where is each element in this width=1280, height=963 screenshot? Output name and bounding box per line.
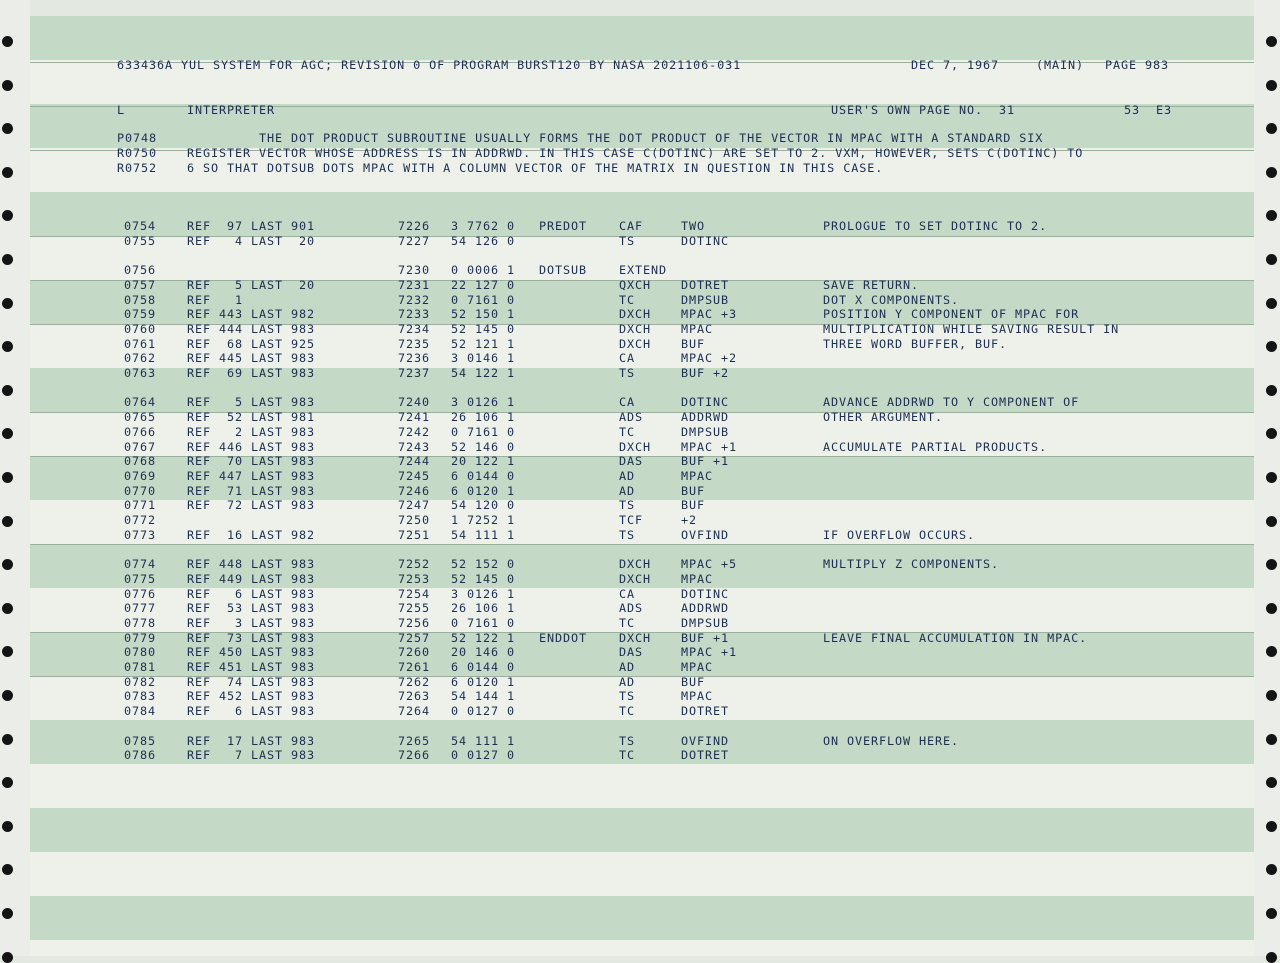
listing-opcode: AD — [619, 660, 636, 674]
listing-seq-number: 0755 — [124, 233, 157, 248]
listing-ref: REF 448 LAST 983 — [187, 557, 316, 572]
listing-seq-number: 0771 — [124, 498, 157, 513]
punch-hole-right — [1266, 908, 1277, 919]
punch-hole-right — [1266, 821, 1277, 832]
listing-ref: REF 447 LAST 983 — [187, 468, 316, 483]
listing-operand: MPAC — [681, 468, 714, 483]
listing-location: 7260 — [398, 645, 431, 660]
punch-hole-right — [1266, 690, 1277, 701]
listing-octal-code: 3 0126 1 — [451, 586, 516, 601]
paper-band — [30, 940, 1254, 956]
listing-ref: REF 443 LAST 982 — [187, 307, 316, 322]
card-ids: 53 E3 — [1124, 103, 1173, 117]
paper-band — [30, 896, 1254, 940]
listing-location: 7253 — [398, 571, 431, 586]
listing-operand: DMPSUB — [681, 292, 730, 307]
listing-location: 7231 — [398, 277, 431, 292]
listing-opcode: DXCH — [619, 307, 652, 322]
listing-ref: REF 3 LAST 983 — [187, 615, 316, 630]
listing-ref: REF 5 LAST 983 — [187, 395, 316, 410]
listing-operand: BUF +1 — [681, 454, 730, 469]
listing-opcode: TC — [619, 615, 636, 630]
listing-seq-number: 0765 — [124, 410, 157, 425]
listing-seq-number: 0775 — [124, 571, 157, 586]
listing-octal-code: 54 120 0 — [451, 498, 516, 513]
listing-seq-number: 0764 — [124, 395, 157, 410]
listing-location: 7265 — [398, 733, 431, 748]
listing-ref: REF 445 LAST 983 — [187, 351, 316, 366]
listing-operand: BUF — [681, 336, 706, 351]
punch-hole-right — [1266, 516, 1277, 527]
listing-octal-code: 0 0127 0 — [451, 748, 516, 763]
listing-octal-code: 22 127 0 — [451, 277, 516, 292]
listing-operand: DOTRET — [681, 277, 730, 292]
listing-location: 7237 — [398, 366, 431, 380]
listing-ref: REF 2 LAST 983 — [187, 424, 316, 439]
listing-opcode: AD — [619, 468, 636, 483]
listing-operand: DMPSUB — [681, 424, 730, 439]
listing-seq-number: 0781 — [124, 660, 157, 674]
listing-operand: DOTINC — [681, 586, 730, 601]
listing-octal-code: 52 150 1 — [451, 307, 516, 322]
listing-octal-code: 6 0144 0 — [451, 660, 516, 674]
users-page-number: USER'S OWN PAGE NO. 31 — [831, 103, 1016, 117]
listing-octal-code: 1 7252 1 — [451, 513, 516, 527]
listing-seq-number: 0774 — [124, 557, 157, 572]
listing-opcode: ADS — [619, 601, 644, 616]
listing-seq-number: 0780 — [124, 645, 157, 660]
listing-ref: REF 450 LAST 983 — [187, 645, 316, 660]
listing-opcode: DXCH — [619, 557, 652, 572]
listing-octal-code: 52 152 0 — [451, 557, 516, 572]
listing-octal-code: 52 146 0 — [451, 439, 516, 454]
listing-comment: ADVANCE ADDRWD TO Y COMPONENT OF — [823, 395, 1080, 410]
listing-label: DOTSUB — [539, 263, 588, 278]
listing-octal-code: 6 0120 1 — [451, 674, 516, 689]
listing-octal-code: 20 146 0 — [451, 645, 516, 660]
listing-location: 7256 — [398, 615, 431, 630]
listing-octal-code: 6 0144 0 — [451, 468, 516, 483]
remark-text: 6 SO THAT DOTSUB DOTS MPAC WITH A COLUMN VECTOR OF THE MATRIX IN QUESTION IN THIS CASE. — [187, 161, 884, 175]
listing-location: 7227 — [398, 233, 431, 248]
punch-hole-left — [2, 167, 13, 178]
listing-location: 7236 — [398, 351, 431, 366]
remark-text: REGISTER VECTOR WHOSE ADDRESS IS IN ADDRWD. IN THIS CASE C(DOTINC) ARE SET TO 2. VXM, HOWEVER, SETS C(DOTINC) TO — [187, 146, 1084, 160]
listing-octal-code: 52 145 0 — [451, 571, 516, 586]
listing-seq-number: 0757 — [124, 277, 157, 292]
paper-band — [30, 852, 1254, 896]
listing-octal-code: 54 111 1 — [451, 527, 516, 542]
punch-hole-left — [2, 734, 13, 745]
punch-hole-left — [2, 516, 13, 527]
punch-hole-right — [1266, 472, 1277, 483]
paper-band — [30, 764, 1254, 808]
listing-comment: DOT X COMPONENTS. — [823, 292, 960, 307]
listing-octal-code: 0 0006 1 — [451, 263, 516, 278]
remark-card-id: R0752 — [117, 161, 158, 175]
listing-ref: REF 53 LAST 983 — [187, 601, 316, 616]
punch-hole-left — [2, 254, 13, 265]
listing-ref: REF 6 LAST 983 — [187, 704, 316, 719]
listing-operand: DOTRET — [681, 704, 730, 719]
listing-seq-number: 0786 — [124, 748, 157, 763]
listing-comment: OTHER ARGUMENT. — [823, 410, 944, 425]
listing-ref: REF 74 LAST 983 — [187, 674, 316, 689]
page-number: PAGE 983 — [1105, 58, 1170, 72]
listing-ref: REF 5 LAST 20 — [187, 277, 316, 292]
punch-hole-left — [2, 952, 13, 963]
listing-label: ENDDOT — [539, 630, 588, 645]
listing-seq-number: 0760 — [124, 321, 157, 336]
punch-hole-right — [1266, 80, 1277, 91]
remark-card-id: P0748 — [117, 131, 158, 145]
punch-hole-left — [2, 80, 13, 91]
listing-ref: REF 52 LAST 981 — [187, 410, 316, 425]
listing-location: 7251 — [398, 527, 431, 542]
listing-opcode: QXCH — [619, 277, 652, 292]
listing-operand: TWO — [681, 219, 706, 233]
listing-opcode: TC — [619, 704, 636, 719]
listing-opcode: TS — [619, 498, 636, 513]
punch-hole-right — [1266, 385, 1277, 396]
listing-opcode: ADS — [619, 410, 644, 425]
listing-comment: PROLOGUE TO SET DOTINC TO 2. — [823, 219, 1048, 233]
listing-seq-number: 0756 — [124, 263, 157, 278]
listing-octal-code: 54 144 1 — [451, 689, 516, 704]
punch-hole-left — [2, 821, 13, 832]
punch-hole-right — [1266, 298, 1277, 309]
listing-location: 7243 — [398, 439, 431, 454]
listing-ref: REF 449 LAST 983 — [187, 571, 316, 586]
listing-location: 7262 — [398, 674, 431, 689]
listing-seq-number: 0785 — [124, 733, 157, 748]
punch-hole-left — [2, 36, 13, 47]
listing-ref: REF 69 LAST 983 — [187, 366, 316, 380]
listing-seq-number: 0768 — [124, 454, 157, 469]
listing-opcode: EXTEND — [619, 263, 668, 278]
listing-octal-code: 0 0127 0 — [451, 704, 516, 719]
listing-ref: REF 72 LAST 983 — [187, 498, 316, 513]
punch-hole-right — [1266, 254, 1277, 265]
listing-location: 7240 — [398, 395, 431, 410]
listing-ref: REF 6 LAST 983 — [187, 586, 316, 601]
listing-seq-number: 0773 — [124, 527, 157, 542]
listing-seq-number: 0772 — [124, 513, 157, 527]
listing-location: 7232 — [398, 292, 431, 307]
listing-octal-code: 52 145 0 — [451, 321, 516, 336]
listing-octal-code: 6 0120 1 — [451, 483, 516, 498]
punch-hole-left — [2, 472, 13, 483]
listing-operand: DOTINC — [681, 233, 730, 248]
listing-ref: REF 70 LAST 983 — [187, 454, 316, 469]
section-tag: (MAIN) — [1036, 58, 1085, 72]
listing-opcode: DXCH — [619, 571, 652, 586]
listing-operand: MPAC — [681, 660, 714, 674]
punch-hole-left — [2, 298, 13, 309]
listing-comment: THREE WORD BUFFER, BUF. — [823, 336, 1008, 351]
listing-comment: IF OVERFLOW OCCURS. — [823, 527, 976, 542]
listing-octal-code: 0 7161 0 — [451, 615, 516, 630]
listing-opcode: TC — [619, 748, 636, 763]
listing-operand: MPAC +1 — [681, 439, 738, 454]
listing-ref: REF 71 LAST 983 — [187, 483, 316, 498]
listing-operand: ADDRWD — [681, 601, 730, 616]
listing-location: 7234 — [398, 321, 431, 336]
listing-octal-code: 54 111 1 — [451, 733, 516, 748]
listing-operand: MPAC — [681, 689, 714, 704]
listing-opcode: DXCH — [619, 439, 652, 454]
remark-card-id: R0750 — [117, 146, 158, 160]
listing-location: 7257 — [398, 630, 431, 645]
punch-hole-right — [1266, 952, 1277, 963]
listing-comment: MULTIPLY Z COMPONENTS. — [823, 557, 1000, 572]
listing-opcode: CA — [619, 395, 636, 410]
listing-octal-code: 26 106 1 — [451, 410, 516, 425]
listing-seq-number: 0759 — [124, 307, 157, 322]
paper-band — [30, 808, 1254, 852]
listing-operand: DOTINC — [681, 395, 730, 410]
listing-opcode: AD — [619, 674, 636, 689]
listing-comment: MULTIPLICATION WHILE SAVING RESULT IN — [823, 321, 1120, 336]
listing-seq-number: 0779 — [124, 630, 157, 645]
listing-octal-code: 3 0146 1 — [451, 351, 516, 366]
listing-ref: REF 97 LAST 901 — [187, 219, 316, 233]
punch-hole-right — [1266, 167, 1277, 178]
listing-operand: BUF — [681, 674, 706, 689]
listing-ref: REF 17 LAST 983 — [187, 733, 316, 748]
listing-seq-number: 0758 — [124, 292, 157, 307]
listing-operand: MPAC — [681, 571, 714, 586]
punch-hole-right — [1266, 36, 1277, 47]
listing-comment: LEAVE FINAL ACCUMULATION IN MPAC. — [823, 630, 1088, 645]
listing-octal-code: 26 106 1 — [451, 601, 516, 616]
listing-operand: BUF +1 — [681, 630, 730, 645]
listing-operand: OVFIND — [681, 527, 730, 542]
listing-operand: MPAC +2 — [681, 351, 738, 366]
log-section-title: INTERPRETER — [187, 103, 276, 117]
punch-hole-left — [2, 385, 13, 396]
listing-location: 7261 — [398, 660, 431, 674]
listing-operand: MPAC +5 — [681, 557, 738, 572]
listing-seq-number: 0767 — [124, 439, 157, 454]
listing-seq-number: 0762 — [124, 351, 157, 366]
listing-ref: REF 1 — [187, 292, 244, 307]
listing-location: 7255 — [398, 601, 431, 616]
listing-ref: REF 444 LAST 983 — [187, 321, 316, 336]
listing-opcode: TCF — [619, 513, 644, 527]
listing-opcode: CAF — [619, 219, 644, 233]
listing-comment: ON OVERFLOW HERE. — [823, 733, 960, 748]
listing-octal-code: 3 7762 0 — [451, 219, 516, 233]
listing-operand: MPAC — [681, 321, 714, 336]
listing-opcode: TS — [619, 233, 636, 248]
listing-operand: MPAC +3 — [681, 307, 738, 322]
listing-comment: ACCUMULATE PARTIAL PRODUCTS. — [823, 439, 1048, 454]
listing-seq-number: 0778 — [124, 615, 157, 630]
listing-date: DEC 7, 1967 — [911, 58, 1000, 72]
listing-octal-code: 52 122 1 — [451, 630, 516, 645]
listing-seq-number: 0782 — [124, 674, 157, 689]
listing-operand: +2 — [681, 513, 698, 527]
listing-opcode: DXCH — [619, 630, 652, 645]
listing-location: 7264 — [398, 704, 431, 719]
listing-seq-number: 0783 — [124, 689, 157, 704]
listing-octal-code: 3 0126 1 — [451, 395, 516, 410]
listing-location: 7241 — [398, 410, 431, 425]
listing-opcode: DAS — [619, 454, 644, 469]
listing-label: PREDOT — [539, 219, 588, 233]
listing-operand: DOTRET — [681, 748, 730, 763]
listing-opcode: TS — [619, 733, 636, 748]
listing-opcode: AD — [619, 483, 636, 498]
log-marker: L — [117, 103, 126, 117]
listing-opcode: TS — [619, 527, 636, 542]
listing-location: 7252 — [398, 557, 431, 572]
listing-opcode: TS — [619, 689, 636, 704]
listing-ref: REF 73 LAST 983 — [187, 630, 316, 645]
listing-location: 7230 — [398, 263, 431, 278]
listing-octal-code: 20 122 1 — [451, 454, 516, 469]
remark-text: THE DOT PRODUCT SUBROUTINE USUALLY FORMS THE DOT PRODUCT OF THE VECTOR IN MPAC WITH A STANDARD SIX — [187, 131, 1044, 145]
listing-location: 7235 — [398, 336, 431, 351]
listing-seq-number: 0761 — [124, 336, 157, 351]
listing-operand: DMPSUB — [681, 615, 730, 630]
listing-location: 7254 — [398, 586, 431, 601]
listing-opcode: DAS — [619, 645, 644, 660]
listing-operand: MPAC +1 — [681, 645, 738, 660]
punch-hole-left — [2, 908, 13, 919]
listing-seq-number: 0763 — [124, 366, 157, 380]
listing-seq-number: 0776 — [124, 586, 157, 601]
listing-ref: REF 452 LAST 983 — [187, 689, 316, 704]
listing-ref: REF 7 LAST 983 — [187, 748, 316, 763]
listing-seq-number: 0769 — [124, 468, 157, 483]
listing-seq-number: 0784 — [124, 704, 157, 719]
listing-location: 7245 — [398, 468, 431, 483]
listing-location: 7263 — [398, 689, 431, 704]
listing-location: 7226 — [398, 219, 431, 233]
punch-hole-right — [1266, 603, 1277, 614]
listing-location: 7250 — [398, 513, 431, 527]
listing-operand: OVFIND — [681, 733, 730, 748]
listing-seq-number: 0770 — [124, 483, 157, 498]
listing-location: 7233 — [398, 307, 431, 322]
listing-location: 7244 — [398, 454, 431, 469]
listing-location: 7266 — [398, 748, 431, 763]
listing-ref: REF 446 LAST 983 — [187, 439, 316, 454]
listing-seq-number: 0777 — [124, 601, 157, 616]
punch-hole-right — [1266, 734, 1277, 745]
listing-octal-code: 52 121 1 — [451, 336, 516, 351]
paper-rule-line — [30, 544, 1254, 545]
listing-operand: BUF — [681, 483, 706, 498]
listing-octal-code: 0 7161 0 — [451, 292, 516, 307]
listing-location: 7246 — [398, 483, 431, 498]
listing-opcode: DXCH — [619, 336, 652, 351]
paper-band — [30, 16, 1254, 60]
job-header-line: 633436A YUL SYSTEM FOR AGC; REVISION 0 OF PROGRAM BURST120 BY NASA 2021106-031 — [117, 58, 742, 72]
punch-hole-left — [2, 690, 13, 701]
listing-opcode: TC — [619, 292, 636, 307]
listing-operand: BUF +2 — [681, 366, 730, 380]
listing-location: 7247 — [398, 498, 431, 513]
punch-hole-left — [2, 603, 13, 614]
listing-opcode: CA — [619, 351, 636, 366]
listing-comment: POSITION Y COMPONENT OF MPAC FOR — [823, 307, 1080, 322]
listing-octal-code: 0 7161 0 — [451, 424, 516, 439]
listing-opcode: TC — [619, 424, 636, 439]
listing-seq-number: 0766 — [124, 424, 157, 439]
listing-opcode: DXCH — [619, 321, 652, 336]
listing-comment: SAVE RETURN. — [823, 277, 920, 292]
listing-ref: REF 451 LAST 983 — [187, 660, 316, 674]
listing-opcode: CA — [619, 586, 636, 601]
listing-location: 7242 — [398, 424, 431, 439]
listing-seq-number: 0754 — [124, 219, 157, 233]
listing-ref: REF 68 LAST 925 — [187, 336, 316, 351]
listing-operand: ADDRWD — [681, 410, 730, 425]
listing-octal-code: 54 126 0 — [451, 233, 516, 248]
listing-ref: REF 16 LAST 982 — [187, 527, 316, 542]
listing-octal-code: 54 122 1 — [451, 366, 516, 380]
listing-opcode: TS — [619, 366, 636, 380]
listing-operand: BUF — [681, 498, 706, 513]
listing-ref: REF 4 LAST 20 — [187, 233, 316, 248]
